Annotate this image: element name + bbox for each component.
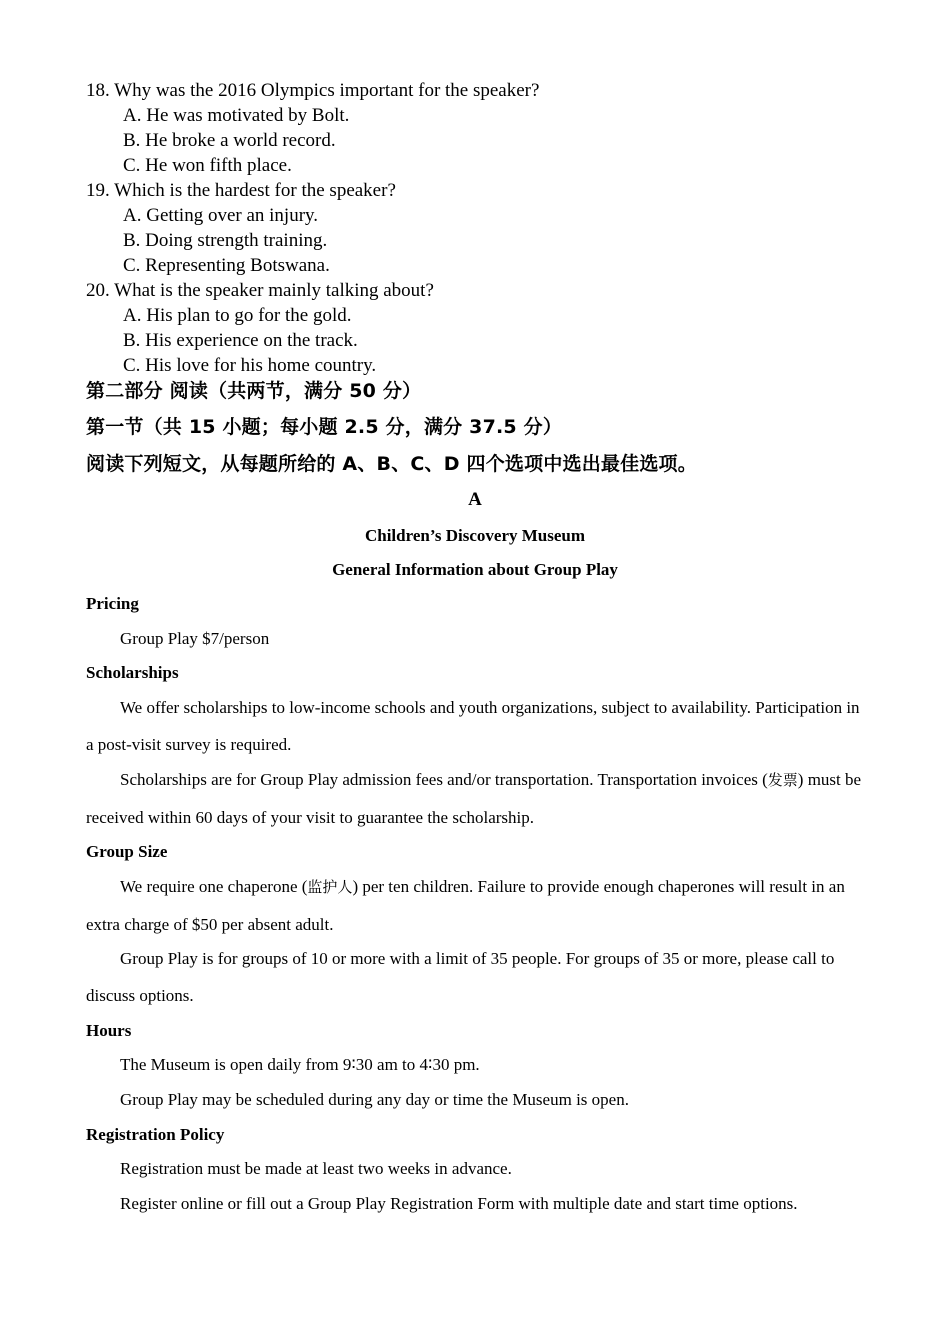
scholarships-heading: Scholarships: [86, 663, 179, 682]
part-title: 第二部分 阅读（共两节，满分 50 分）: [86, 380, 422, 402]
scholarships-p2-text-start: Scholarships are for Group Play admission fees and/or transportation. Transportation invoices (: [120, 770, 768, 789]
group-size-heading: Group Size: [86, 842, 168, 861]
subsection-title: 第一节（共 15 小题；每小题 2.5 分，满分 37.5 分）: [86, 416, 563, 438]
group-size-p1-text-end: ) per ten children. Failure to provide enough chaperones will result in an extra charge of $50 per absent adult.: [86, 877, 845, 934]
question-20-option-a: A. His plan to go for the gold.: [123, 305, 352, 326]
question-18-stem: 18. Why was the 2016 Olympics important for the speaker?: [86, 80, 540, 101]
question-19-option-b: B. Doing strength training.: [123, 230, 328, 251]
question-18-option-b: B. He broke a world record.: [123, 130, 336, 151]
registration-paragraph-1: Registration must be made at least two weeks in advance.: [120, 1159, 512, 1178]
scholarships-p2-chinese-gloss: 发票: [767, 771, 798, 789]
pricing-text: Group Play $7/person: [120, 629, 270, 648]
hours-paragraph-1: The Museum is open daily from 9∶30 am to 4∶30 pm.: [120, 1055, 480, 1074]
question-20-option-b: B. His experience on the track.: [123, 330, 358, 351]
scholarships-paragraph-2: [86, 761, 866, 836]
passage-subtitle: General Information about Group Play: [332, 560, 618, 579]
passage-title: Children’s Discovery Museum: [364, 526, 586, 545]
question-19-option-c: C. Representing Botswana.: [123, 255, 330, 276]
registration-heading: Registration Policy: [86, 1125, 225, 1144]
pricing-heading: Pricing: [86, 594, 139, 613]
hours-heading: Hours: [86, 1021, 132, 1040]
question-18-option-c: C. He won fifth place.: [123, 155, 292, 176]
hours-paragraph-2: Group Play may be scheduled during any day or time the Museum is open.: [120, 1090, 629, 1109]
question-19-option-a: A. Getting over an injury.: [123, 205, 319, 226]
registration-paragraph-2: Register online or fill out a Group Play Registration Form with multiple date and start time options.: [120, 1194, 798, 1213]
question-18-option-a: A. He was motivated by Bolt.: [123, 105, 350, 126]
question-20-stem: 20. What is the speaker mainly talking about?: [86, 280, 434, 301]
group-size-paragraph-2: Group Play is for groups of 10 or more with a limit of 35 people. For groups of 35 or more, please call to discuss options.: [86, 949, 835, 1005]
group-size-p1-text-start: We require one chaperone (: [120, 877, 308, 896]
group-size-paragraph-1: [86, 868, 866, 943]
question-19-stem: 19. Which is the hardest for the speaker?: [86, 180, 396, 201]
scholarships-p2-text-end: ) must be received within 60 days of your visit to guarantee the scholarship.: [86, 770, 862, 827]
reading-instruction: 阅读下列短文，从每题所给的 A、B、C、D 四个选项中选出最佳选项。: [86, 453, 697, 475]
scholarships-paragraph-1: We offer scholarships to low-income schools and youth organizations, subject to availability. Participation in a post-visit survey is required.: [86, 698, 860, 754]
question-20-option-c: C. His love for his home country.: [123, 355, 377, 376]
group-size-p1-chinese-gloss: 监护人: [307, 878, 353, 896]
passage-label: A: [468, 489, 482, 510]
